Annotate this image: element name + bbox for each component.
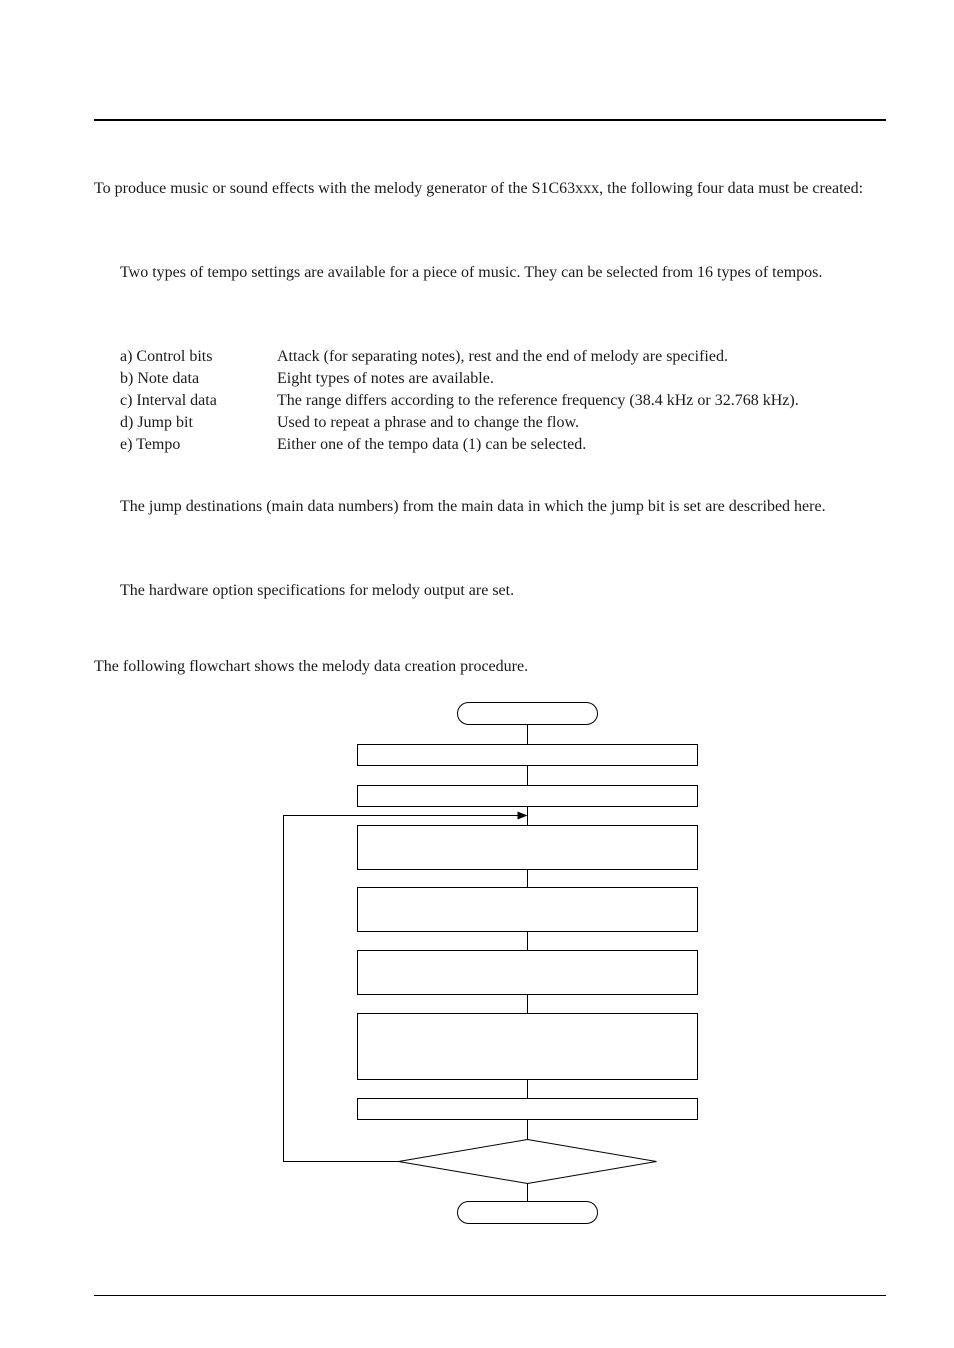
flowchart-step-5 <box>358 951 698 995</box>
main-data-term: d) Jump bit <box>120 414 193 431</box>
main-data-item <box>120 390 890 412</box>
flowchart-step-7 <box>358 1099 698 1120</box>
footer-rule <box>94 1295 886 1296</box>
main-data-item <box>120 346 890 368</box>
flowchart-start-terminator <box>458 703 598 725</box>
flowchart-decision <box>399 1140 657 1184</box>
flowchart-loop-line <box>284 816 520 1162</box>
tempo-data-paragraph: Two types of tempo settings are available for a piece of music. They can be selected from 16 types of tempos. <box>120 264 823 281</box>
flowchart-step-2 <box>358 786 698 807</box>
main-data-term: a) Control bits <box>120 348 213 365</box>
header-rule <box>94 119 886 121</box>
main-data-desc: Either one of the tempo data (1) can be selected. <box>277 436 587 453</box>
flowchart-loop-arrowhead <box>518 812 528 820</box>
main-data-desc: Used to repeat a phrase and to change the flow. <box>277 414 579 431</box>
flowchart-step-4 <box>358 888 698 932</box>
main-data-item <box>120 368 890 390</box>
flowchart-step-1 <box>358 745 698 766</box>
main-data-list <box>120 346 890 456</box>
main-data-item <box>120 412 890 434</box>
main-data-term: b) Note data <box>120 370 200 387</box>
main-data-term: e) Tempo <box>120 436 181 453</box>
flowchart-step-3 <box>358 826 698 870</box>
jump-data-paragraph: The jump destinations (main data numbers) from the main data in which the jump bit is set are described here. <box>120 498 826 515</box>
flowchart-end-terminator <box>458 1202 598 1224</box>
main-data-desc: Eight types of notes are available. <box>277 370 494 387</box>
flowchart-intro: The following flowchart shows the melody data creation procedure. <box>94 658 529 675</box>
main-data-desc: The range differs according to the reference frequency (38.4 kHz or 32.768 kHz). <box>277 392 799 409</box>
flowchart-step-6 <box>358 1014 698 1080</box>
intro-paragraph: To produce music or sound effects with the melody generator of the S1C63xxx, the following four data must be created: <box>94 180 864 197</box>
main-data-desc: Attack (for separating notes), rest and the end of melody are specified. <box>277 348 728 365</box>
option-paragraph: The hardware option specifications for melody output are set. <box>120 582 515 599</box>
main-data-item <box>120 434 890 456</box>
main-data-term: c) Interval data <box>120 392 217 409</box>
